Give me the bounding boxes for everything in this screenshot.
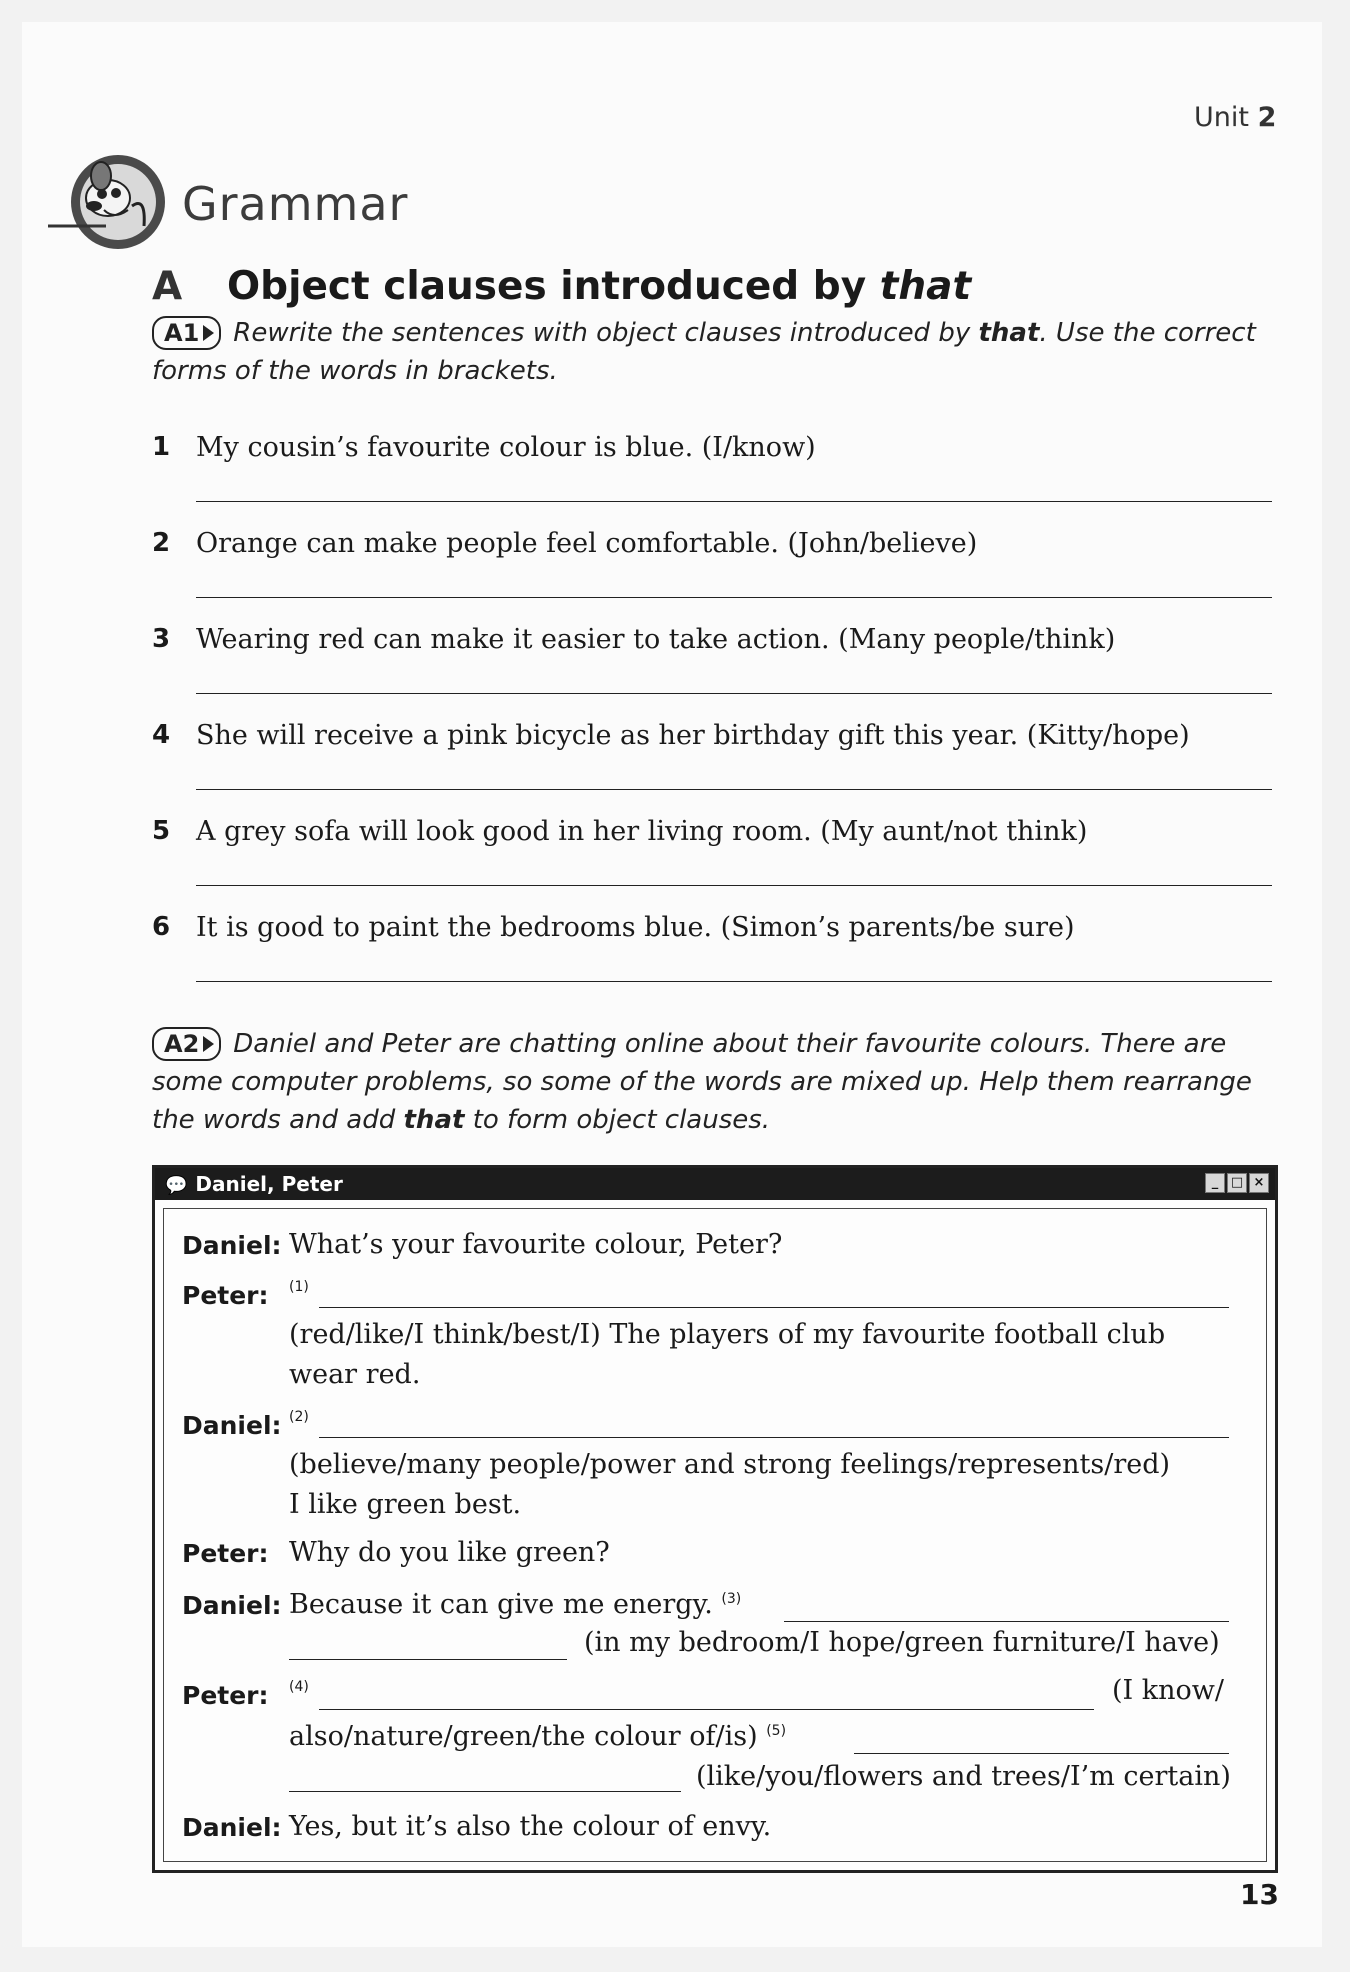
page-number: 13: [1240, 1878, 1279, 1911]
close-icon[interactable]: ×: [1249, 1173, 1269, 1193]
workbook-page: [22, 22, 1322, 1947]
speaker-label: Peter:: [182, 1281, 269, 1310]
instruction-text: Daniel and Peter are chatting online about their favourite colours. There are some computer problems, so some of the words are mixed up. Help them rearrange the words and add: [152, 1029, 1252, 1135]
item-number: 4: [152, 720, 171, 750]
answer-blank-1[interactable]: [319, 1307, 1229, 1308]
answer-blank-5b[interactable]: [289, 1791, 681, 1792]
item-text: Wearing red can make it easier to take action. (Many people/think): [196, 624, 1116, 655]
chat-body: [163, 1208, 1267, 1862]
chat-line: (I know/: [1112, 1675, 1224, 1706]
subsection-title-emphasis: that: [879, 264, 972, 309]
answer-blank-2[interactable]: [319, 1437, 1229, 1438]
item-text: My cousin’s favourite colour is blue. (I/know): [196, 432, 816, 463]
maximize-icon[interactable]: □: [1227, 1173, 1247, 1193]
blank-number: [289, 1407, 309, 1438]
answer-line[interactable]: [196, 885, 1272, 886]
answer-line[interactable]: [196, 597, 1272, 598]
chat-line-text: also/nature/green/the colour of/is): [289, 1721, 758, 1752]
item-text: She will receive a pink bicycle as her birthday gift this year. (Kitty/hope): [196, 720, 1190, 751]
answer-blank-3b[interactable]: [289, 1659, 567, 1660]
speaker-label: Daniel:: [182, 1591, 282, 1620]
blank-number-text: (3): [721, 1591, 742, 1607]
chat-line: [289, 1721, 786, 1752]
subsection-heading: [152, 264, 971, 309]
chat-window: [152, 1165, 1278, 1873]
answer-blank-5a[interactable]: [854, 1753, 1229, 1754]
minimize-icon[interactable]: _: [1205, 1173, 1225, 1193]
item-text: A grey sofa will look good in her living room. (My aunt/not think): [196, 816, 1088, 847]
exercise-a1-instruction: [152, 314, 1272, 390]
blank-number-text: (5): [766, 1723, 787, 1739]
subsection-letter: A: [152, 264, 183, 309]
chat-line: [289, 1589, 741, 1620]
chat-line: (red/like/I think/best/I) The players of my favourite football club: [289, 1319, 1166, 1350]
answer-line[interactable]: [196, 789, 1272, 790]
section-title: Grammar: [182, 177, 409, 231]
speaker-label: Daniel:: [182, 1813, 282, 1842]
exercise-a1-badge: A1: [152, 316, 221, 350]
speaker-label: Peter:: [182, 1539, 269, 1568]
chat-line: (like/you/flowers and trees/I’m certain): [696, 1761, 1231, 1792]
exercise-a2-instruction: [152, 1025, 1272, 1139]
item-number: 2: [152, 528, 171, 558]
answer-blank-3a[interactable]: [784, 1621, 1229, 1622]
dog-mascot-icon: [46, 146, 176, 254]
speaker-label: Daniel:: [182, 1411, 282, 1440]
instruction-text: Rewrite the sentences with object clauses introduced by: [233, 318, 971, 348]
item-number: 3: [152, 624, 171, 654]
chat-line: What’s your favourite colour, Peter?: [289, 1229, 783, 1260]
exercise-a2-badge: A2: [152, 1027, 221, 1061]
item-number: 6: [152, 912, 171, 942]
chat-line: Why do you like green?: [289, 1537, 610, 1568]
speaker-label: Daniel:: [182, 1231, 282, 1260]
blank-number: [289, 1277, 309, 1308]
item-number: 5: [152, 816, 171, 846]
blank-number-text: (2): [289, 1409, 309, 1425]
instruction-keyword: that: [403, 1105, 465, 1135]
item-number: 1: [152, 432, 171, 462]
chat-line: (in my bedroom/I hope/green furniture/I have): [584, 1627, 1220, 1658]
item-text: Orange can make people feel comfortable. (John/believe): [196, 528, 978, 559]
unit-number: 2: [1257, 102, 1277, 133]
chat-window-title: Daniel, Peter: [195, 1172, 343, 1196]
speaker-label: Peter:: [182, 1681, 269, 1710]
subsection-title: Object clauses introduced by: [227, 264, 867, 309]
answer-blank-4[interactable]: [319, 1709, 1094, 1710]
item-text: It is good to paint the bedrooms blue. (Simon’s parents/be sure): [196, 912, 1075, 943]
answer-line[interactable]: [196, 501, 1272, 502]
chat-line: I like green best.: [289, 1489, 522, 1520]
chat-line: (believe/many people/power and strong feelings/represents/red): [289, 1449, 1171, 1480]
blank-number: [289, 1677, 309, 1708]
chat-bubble-icon: 💬: [165, 1175, 188, 1196]
window-controls: [1205, 1173, 1269, 1193]
unit-label-text: Unit: [1194, 102, 1249, 133]
answer-line[interactable]: [196, 981, 1272, 982]
chat-line: wear red.: [289, 1359, 421, 1390]
instruction-keyword: that: [978, 318, 1040, 348]
answer-line[interactable]: [196, 693, 1272, 694]
chat-line-text: Because it can give me energy.: [289, 1589, 713, 1620]
instruction-text-end: to form object clauses.: [472, 1105, 771, 1135]
chat-line: Yes, but it’s also the colour of envy.: [289, 1811, 772, 1842]
chat-title-bar: [155, 1168, 1275, 1200]
instruction-text-end: . Use the correct forms of the words in brackets.: [152, 318, 1256, 386]
unit-label: [1194, 102, 1276, 133]
blank-number-text: (1): [289, 1279, 309, 1295]
blank-number-text: (4): [289, 1679, 309, 1695]
